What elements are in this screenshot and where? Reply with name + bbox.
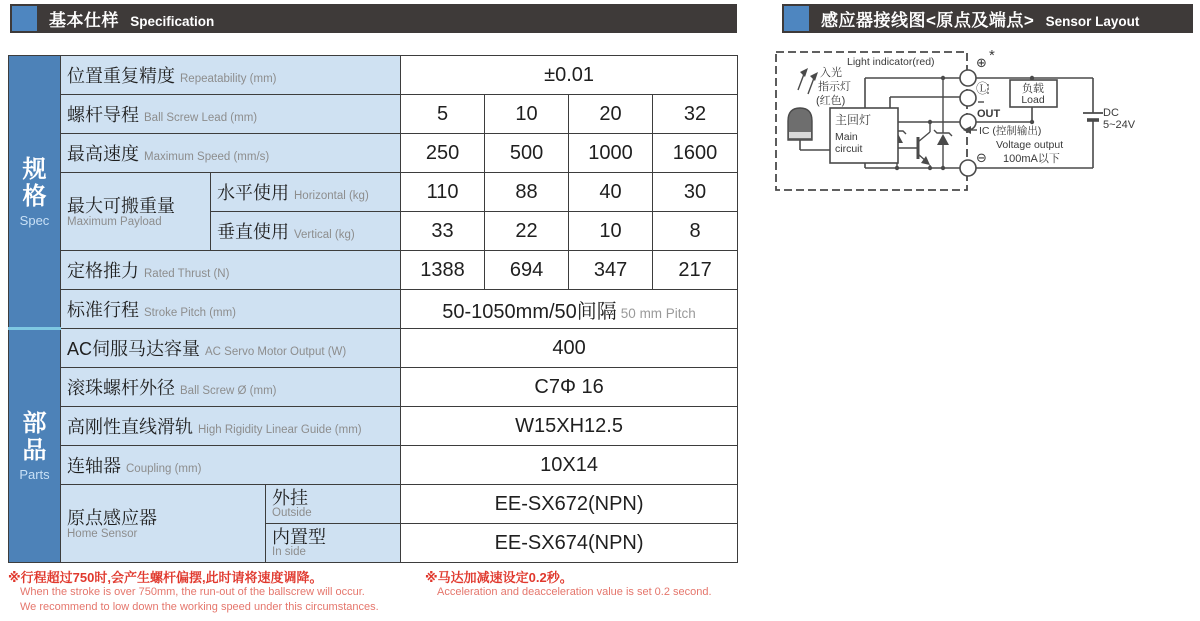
label-en: Rated Thrust (N) — [144, 268, 230, 280]
terminal-plus — [960, 70, 976, 86]
label-en: Home Sensor — [67, 528, 138, 540]
load-en: Load — [1021, 94, 1045, 106]
label-home-sensor-inside — [266, 524, 401, 563]
label-en: Vertical (kg) — [294, 229, 355, 241]
label-linear-guide — [61, 407, 401, 446]
value-cell: 33 — [401, 212, 485, 251]
minus-symbol: ⊖ — [976, 150, 987, 165]
current-limit-label: 100mA以下 — [1003, 153, 1060, 165]
label-en: Repeatability (mm) — [180, 73, 277, 85]
group-zh-char: 品 — [22, 437, 47, 464]
value-cell: 5 — [401, 95, 485, 134]
header-title-en: Specification — [130, 14, 215, 29]
group-zh-char: 部 — [22, 410, 47, 437]
footnote-zh: ※马达加减速设定0.2秒。 — [425, 570, 573, 585]
dc-voltage-label: 5~24V — [1103, 119, 1136, 131]
table-row — [9, 290, 738, 329]
sensor-wiring-diagram — [770, 45, 1200, 197]
terminal-l — [960, 90, 976, 106]
label-horizontal — [211, 173, 401, 212]
table-row — [9, 329, 738, 368]
footnote-en-line2: We recommend to low down the working speed under this circumstances. — [20, 601, 379, 613]
table-row — [9, 407, 738, 446]
led-wire — [800, 140, 830, 150]
group-en-label: Spec — [19, 212, 50, 228]
value-coupling: 10X14 — [401, 446, 738, 485]
value-cell: 10 — [569, 212, 653, 251]
value-ball-screw-dia: C7Φ 16 — [401, 368, 738, 407]
zener-diode-icon — [934, 78, 952, 168]
value-cell: 1600 — [653, 134, 738, 173]
group-en-label: Parts — [19, 467, 50, 482]
value-cell: 8 — [653, 212, 738, 251]
label-ball-screw-lead — [61, 95, 401, 134]
label-zh: 外挂 — [272, 487, 308, 508]
label-zh: 垂直使用 — [217, 222, 289, 242]
footnote-en-line1: When the stroke is over 750mm, the run-out of the ballscrew will occur. — [20, 586, 365, 598]
value-cell: 1388 — [401, 251, 485, 290]
light-indicator-zh1: 入光 — [820, 67, 842, 79]
led-icon — [788, 108, 812, 140]
value-linear-guide: W15XH12.5 — [401, 407, 738, 446]
header-title-zh: 感应器接线图<原点及端点> — [821, 11, 1035, 30]
label-vertical — [211, 212, 401, 251]
label-zh: 水平使用 — [217, 183, 289, 203]
label-zh: 标准行程 — [67, 300, 139, 320]
value-cell: 500 — [485, 134, 569, 173]
label-en: In side — [272, 545, 306, 558]
value-repeatability: ±0.01 — [401, 56, 738, 95]
battery-icon — [1083, 113, 1103, 120]
l-wire — [890, 97, 968, 108]
header-sensor-layout — [782, 4, 1193, 33]
label-coupling — [61, 446, 401, 485]
header-accent-square — [12, 6, 37, 31]
plus-symbol: ⊕ — [976, 55, 987, 70]
transistor-icon — [898, 122, 930, 168]
label-zh: 最高速度 — [67, 144, 139, 164]
table-row — [9, 251, 738, 290]
value-cell: 30 — [653, 173, 738, 212]
value-en: 50 mm Pitch — [620, 305, 696, 321]
footnote-acceleration — [425, 570, 712, 600]
value-cell: 1000 — [569, 134, 653, 173]
header-accent-square — [784, 6, 809, 31]
light-arrows-icon — [798, 68, 818, 94]
label-en: Ball Screw Ø (mm) — [180, 385, 277, 397]
header-title-zh: 基本仕样 — [49, 11, 119, 30]
ic-label: IC (控制输出) — [979, 125, 1042, 137]
footnote-zh: ※行程超过750时,会产生螺杆偏摆,此时请将速度调降。 — [8, 570, 323, 585]
junction-dot — [941, 166, 945, 170]
label-zh: 原点感应器 — [67, 508, 157, 528]
value-home-sensor-outside: EE-SX672(NPN) — [401, 485, 738, 524]
table-row — [9, 485, 738, 524]
label-en: Coupling (mm) — [126, 463, 202, 475]
value-cell: 40 — [569, 173, 653, 212]
table-row — [9, 95, 738, 134]
header-specification — [10, 4, 737, 33]
out-label: OUT — [977, 108, 1001, 120]
label-en: Stroke Pitch (mm) — [144, 307, 237, 319]
label-en: Maximum Payload — [67, 216, 162, 228]
label-zh: 连轴器 — [67, 456, 121, 476]
label-en: Ball Screw Lead (mm) — [144, 112, 258, 124]
table-row — [9, 173, 738, 212]
label-en: Outside — [272, 506, 312, 519]
label-en: AC Servo Motor Output (W) — [205, 346, 347, 358]
label-ball-screw-dia — [61, 368, 401, 407]
light-indicator-zh2: 指示灯 — [818, 81, 851, 93]
footnote-en-line1: Acceleration and deacceleration value is set 0.2 second. — [437, 586, 712, 598]
label-zh: 螺杆导程 — [67, 105, 139, 125]
label-en: Horizontal (kg) — [294, 190, 369, 202]
label-en: Maximum Speed (mm/s) — [144, 151, 270, 163]
group-zh-char: 格 — [22, 182, 47, 210]
value-cell: 10 — [485, 95, 569, 134]
value-cell: 32 — [653, 95, 738, 134]
light-indicator-en: Light indicator(red) — [847, 56, 935, 68]
label-zh: 位置重复精度 — [67, 66, 175, 86]
group-zh-char: 规 — [22, 155, 47, 183]
footnote-stroke-warning — [8, 570, 379, 615]
value-cell: 250 — [401, 134, 485, 173]
light-indicator-zh3: (红色) — [816, 95, 846, 107]
voltage-output-label: Voltage output — [996, 139, 1064, 151]
junction-dot — [1030, 120, 1034, 124]
terminal-minus — [960, 160, 976, 176]
table-row — [9, 368, 738, 407]
main-circuit-zh: 主回灯 — [835, 113, 872, 127]
spec-table — [8, 55, 738, 563]
label-zh: 最大可搬重量 — [67, 196, 175, 216]
label-servo-output — [61, 329, 401, 368]
value-servo-output: 400 — [401, 329, 738, 368]
load-zh: 负载 — [1022, 83, 1044, 95]
header-title — [49, 6, 214, 31]
asterisk: * — [989, 47, 995, 64]
label-zh: 高刚性直线滑轨 — [67, 417, 193, 437]
main-circuit-en1: Main — [835, 131, 858, 143]
value-cell: 217 — [653, 251, 738, 290]
label-zh: 内置型 — [272, 526, 326, 547]
value-cell: 347 — [569, 251, 653, 290]
value-cell: 22 — [485, 212, 569, 251]
value-cell: 88 — [485, 173, 569, 212]
junction-dot — [928, 120, 932, 124]
table-row — [9, 446, 738, 485]
junction-dot — [941, 76, 945, 80]
main-circuit-en2: circuit — [835, 143, 863, 155]
junction-dot — [928, 166, 932, 170]
value-home-sensor-inside: EE-SX674(NPN) — [401, 524, 738, 563]
label-zh: 定格推力 — [67, 261, 139, 281]
label-max-payload — [61, 173, 211, 251]
label-home-sensor-outside — [266, 485, 401, 524]
table-row — [9, 134, 738, 173]
header-title-en: Sensor Layout — [1045, 14, 1140, 29]
label-stroke-pitch — [61, 290, 401, 329]
value-cell: 694 — [485, 251, 569, 290]
value-cell: 110 — [401, 173, 485, 212]
dc-label: DC — [1103, 107, 1119, 119]
value-cell: 20 — [569, 95, 653, 134]
label-home-sensor — [61, 485, 266, 563]
junction-dot — [895, 166, 899, 170]
table-row — [9, 56, 738, 95]
header-title — [821, 6, 1139, 31]
label-rated-thrust — [61, 251, 401, 290]
group-header-parts — [9, 329, 61, 563]
label-zh: AC伺服马达容量 — [67, 339, 201, 359]
group-header-spec — [9, 56, 61, 329]
label-en: High Rigidity Linear Guide (mm) — [198, 424, 362, 436]
label-repeatability — [61, 56, 401, 95]
l-symbol: Ⓛ — [976, 81, 990, 96]
value-stroke-pitch — [401, 290, 738, 329]
label-max-speed — [61, 134, 401, 173]
label-zh: 滚珠螺杆外径 — [67, 378, 175, 398]
value-zh: 50-1050mm/50间隔 — [442, 300, 617, 323]
